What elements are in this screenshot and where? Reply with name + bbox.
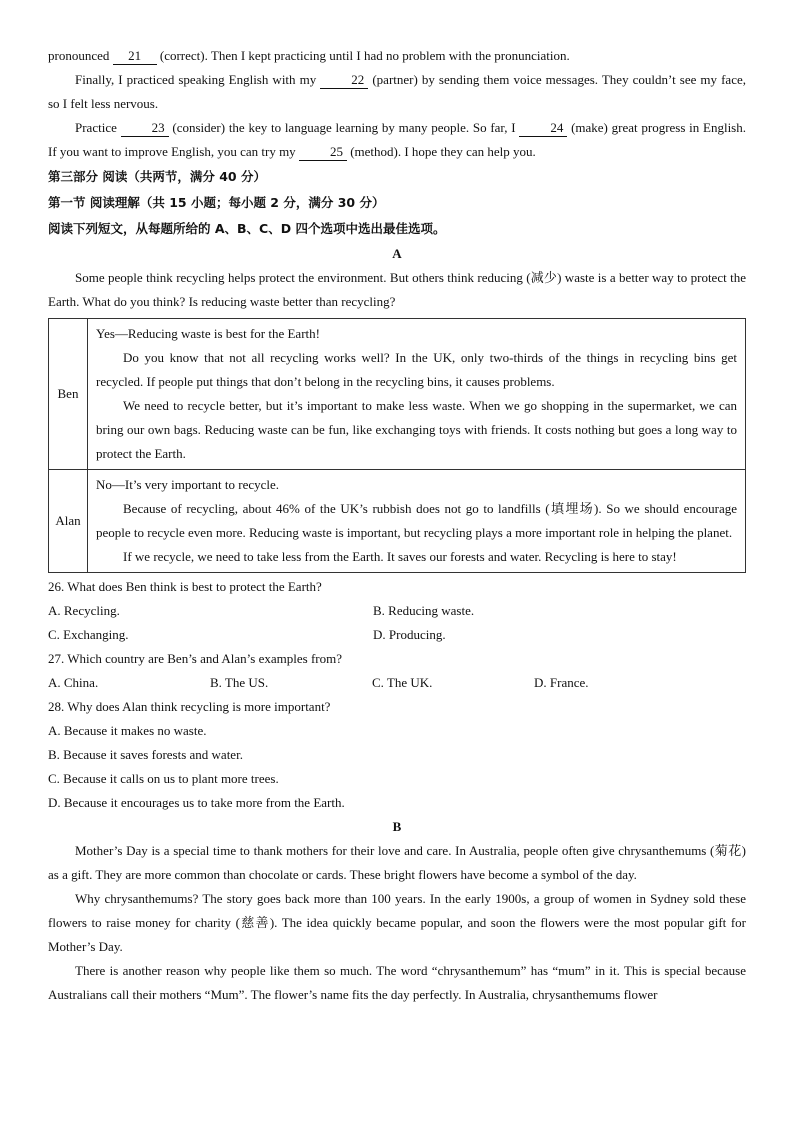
opinion-line: If we recycle, we need to take less from the Earth. It saves our forests and water. Recycling is here to stay!	[123, 549, 677, 564]
question-27-stem: 27. Which country are Ben’s and Alan’s examples from?	[48, 651, 342, 666]
section-heading-part3-1: 第一节 阅读理解（共 15 小题；每小题 2 分，满分 30 分）	[48, 195, 385, 210]
opinion-name: Ben	[49, 319, 88, 470]
blank-22[interactable]: 22	[320, 72, 368, 89]
question-26-options	[48, 599, 746, 623]
option-b[interactable]: B. Reducing waste.	[373, 603, 475, 618]
question-26-options-2	[48, 623, 746, 647]
blank-24[interactable]: 24	[519, 120, 567, 137]
opinion-row-ben	[49, 319, 746, 470]
question-27-options	[48, 671, 746, 695]
passage-b-paragraph: There is another reason why people like them so much. The word “chrysanthemum” has “mum” in it. This is special because Australians call their mothers “Mum”. The flower’s name fits the day perfectly. In Australia, chrysanthemums flower	[48, 963, 746, 1002]
blank-21[interactable]: 21	[113, 48, 157, 65]
opinion-line: Because of recycling, about 46% of the UK’s rubbish does not go to landfills (填埋场). So we should encourage people to recycle even more. Reducing waste is important, but recycling plays a more important role in helping the planet.	[96, 501, 737, 540]
opinion-name: Alan	[49, 470, 88, 573]
question-28-stem: 28. Why does Alan think recycling is more important?	[48, 699, 331, 714]
section-instruction: 阅读下列短文，从每题所给的 A、B、C、D 四个选项中选出最佳选项。	[48, 221, 446, 236]
opinion-line: We need to recycle better, but it’s important to make less waste. When we go shopping in the supermarket, we can bring our own bags. Reducing waste can be fun, like exchanging toys with friends. It costs nothing but goes a long way to protect the Earth.	[96, 398, 737, 461]
opinion-line: Yes—Reducing waste is best for the Earth!	[96, 326, 320, 341]
opinion-table	[48, 318, 746, 573]
option-a[interactable]: A. China.	[48, 675, 99, 690]
blank-23[interactable]: 23	[121, 120, 169, 137]
option-d[interactable]: D. France.	[534, 675, 589, 690]
option-a[interactable]: A. Because it makes no waste.	[48, 723, 207, 738]
section-heading-part3: 第三部分 阅读（共两节，满分 40 分）	[48, 169, 266, 184]
cloze-paragraph-22: Finally, I practiced speaking English with my 22 (partner) by sending them voice messages. They couldn’t see my face, so I felt less nervous.	[48, 72, 746, 111]
option-c[interactable]: C. Because it calls on us to plant more trees.	[48, 771, 279, 786]
passage-a-intro: Some people think recycling helps protect the environment. But others think reducing (减少) waste is a better way to protect the Earth. What do you think? Is reducing waste better than recycling?	[48, 270, 746, 309]
option-a[interactable]: A. Recycling.	[48, 603, 120, 618]
option-c[interactable]: C. The UK.	[372, 675, 433, 690]
passage-b-heading: B	[392, 819, 402, 834]
exam-page	[48, 44, 746, 1007]
option-b[interactable]: B. The US.	[210, 675, 269, 690]
passage-b-paragraph: Why chrysanthemums? The story goes back more than 100 years. In the early 1900s, a group of women in Sydney sold these flowers to raise money for charity (慈善). The idea quickly became popular, and soon the flowers were the most popular gift for Mother’s Day.	[48, 891, 746, 954]
question-26-stem: 26. What does Ben think is best to protect the Earth?	[48, 579, 322, 594]
option-d[interactable]: D. Producing.	[373, 627, 446, 642]
cloze-paragraph-23-25: Practice 23 (consider) the key to language learning by many people. So far, I 24 (make) great progress in English. If you want to improve English, you can try my 25 (method). I hope they can help you.	[48, 120, 746, 159]
opinion-row-alan	[49, 470, 746, 573]
opinion-line: No—It’s very important to recycle.	[96, 477, 280, 492]
passage-b-paragraph: Mother’s Day is a special time to thank mothers for their love and care. In Australia, people often give chrysanthemums (菊花) as a gift. They are more common than chocolate or cards. These bright flowers have become a symbol of the day.	[48, 843, 746, 882]
option-d[interactable]: D. Because it encourages us to take more from the Earth.	[48, 795, 345, 810]
passage-a-heading: A	[392, 246, 402, 261]
option-c[interactable]: C. Exchanging.	[48, 627, 129, 642]
option-b[interactable]: B. Because it saves forests and water.	[48, 747, 243, 762]
blank-25[interactable]: 25	[299, 144, 347, 161]
cloze-line-21: pronounced 21 (correct). Then I kept practicing until I had no problem with the pronunciation.	[48, 48, 570, 63]
opinion-line: Do you know that not all recycling works well? In the UK, only two-thirds of the things in recycling bins get recycled. If people put things that don’t belong in the recycling bins, it causes problems.	[96, 350, 737, 389]
